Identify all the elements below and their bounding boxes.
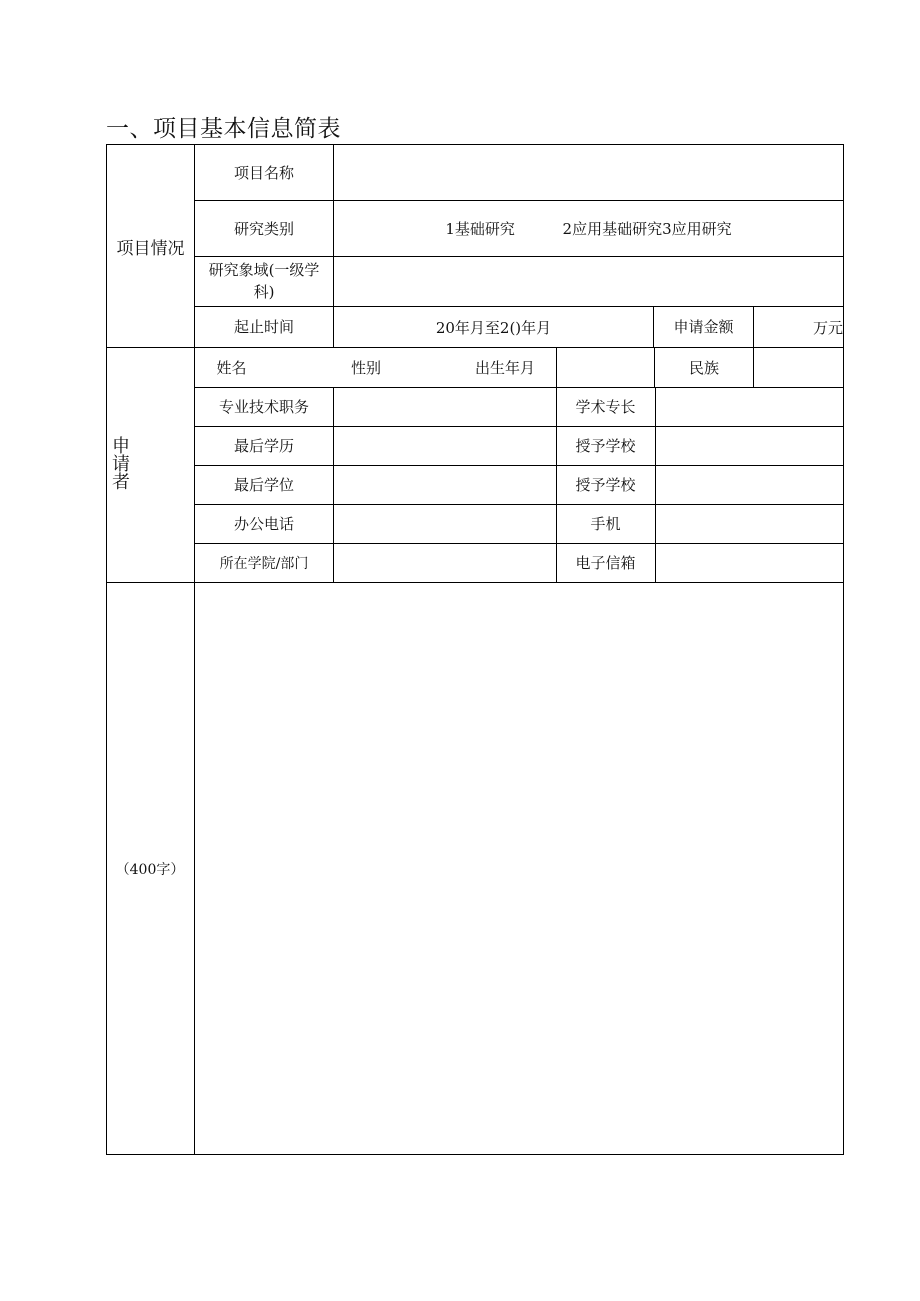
email-label: 电子信箱 (575, 554, 636, 572)
project-section-label: 项目情况 (116, 238, 185, 259)
category-label: 研究类别 (233, 219, 294, 238)
degree-label: 最后学位 (233, 476, 294, 494)
applicant-char-2: 请 (112, 454, 130, 475)
name-label: 姓名 (216, 358, 247, 377)
school2-field[interactable] (656, 466, 843, 504)
field-label-line1: 研究象域(一级学 (208, 261, 320, 279)
title-field[interactable] (334, 388, 556, 426)
expertise-field[interactable] (656, 388, 843, 426)
field-label (194, 256, 334, 306)
period-label: 起止时间 (233, 318, 294, 336)
applicant-char-3: 者 (112, 472, 130, 493)
page-title: 一、项目基本信息简表 (106, 116, 341, 142)
education-field[interactable] (334, 427, 556, 465)
phone-label: 办公电话 (233, 515, 294, 533)
school1-field[interactable] (656, 427, 843, 465)
birth-label: 出生年月 (474, 358, 535, 377)
ethnicity-field[interactable] (754, 348, 843, 387)
summary-label: （400字） (115, 862, 185, 878)
expertise-label: 学术专长 (575, 398, 636, 416)
category-options[interactable]: 1基础研究 2应用基础研究3应用研究 (445, 220, 732, 238)
mobile-label: 手机 (590, 515, 621, 533)
education-label: 最后学历 (233, 437, 294, 455)
period-value[interactable]: 20年月至2()年月 (435, 318, 552, 337)
mobile-field[interactable] (656, 505, 843, 543)
title-label: 专业技术职务 (218, 398, 309, 416)
phone-field[interactable] (334, 505, 556, 543)
amount-label: 申请金额 (673, 318, 734, 336)
birth-field[interactable] (557, 348, 654, 387)
school2-label: 授予学校 (575, 476, 636, 494)
field-input[interactable] (334, 257, 843, 306)
ethnicity-label: 民族 (688, 358, 719, 377)
field-label-line2: 科) (253, 283, 275, 301)
summary-textarea[interactable] (195, 583, 843, 1154)
project-name-field[interactable] (334, 145, 843, 200)
degree-field[interactable] (334, 466, 556, 504)
email-field[interactable] (656, 544, 843, 582)
applicant-section-label (106, 348, 136, 582)
gender-label: 性别 (350, 358, 381, 377)
applicant-char-1: 申 (112, 436, 130, 457)
school1-label: 授予学校 (575, 437, 636, 455)
dept-label: 所在学院/部门 (219, 555, 309, 572)
amount-unit[interactable]: 万元 (812, 318, 843, 337)
project-name-label: 项目名称 (233, 163, 294, 182)
dept-field[interactable] (334, 544, 556, 582)
